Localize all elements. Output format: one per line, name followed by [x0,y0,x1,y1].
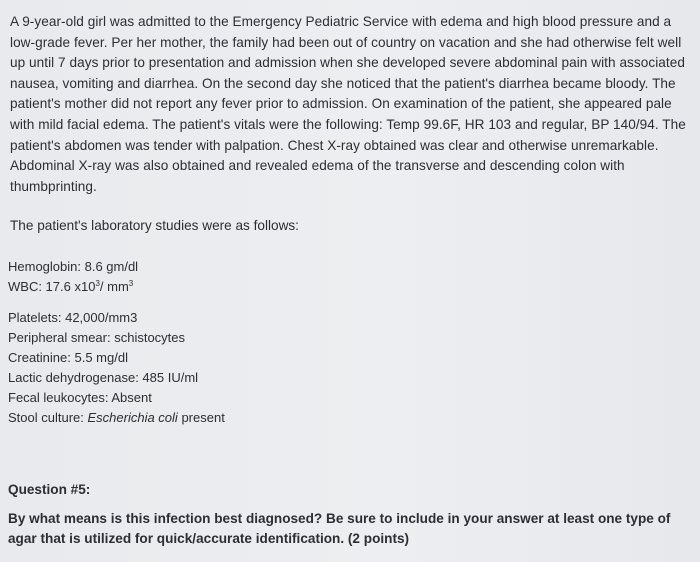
lab-fecal-leukocytes: Fecal leukocytes: Absent [8,390,152,405]
labs-intro: The patient's laboratory studies were as follows: [10,218,299,233]
lab-creatinine: Creatinine: 5.5 mg/dl [8,350,128,365]
lab-stool-culture [8,408,225,428]
stool-culture-organism: Escherichia coli [87,410,178,425]
lab-wbc-unit-exponent: 3 [128,279,134,288]
lab-results [8,257,225,428]
stool-culture-result: present [177,410,225,425]
lab-peripheral-smear: Peripheral smear: schistocytes [8,330,186,345]
lab-wbc-exponent: 3 [95,279,100,288]
lab-platelets: Platelets: 42,000/mm3 [8,310,138,325]
lab-wbc-value: WBC: 17.6 x10 [8,279,96,294]
question-title: Question #5: [8,482,91,497]
lab-wbc [8,277,225,297]
lab-ldh: Lactic dehydrogenase: 485 IU/ml [8,370,199,385]
lab-wbc-unit: / mm [99,279,129,294]
stool-culture-label: Stool culture: [8,410,88,425]
lab-hemoglobin: Hemoglobin: 8.6 gm/dl [8,259,139,274]
question-text: By what means is this infection best diagnosed? Be sure to include in your answer at least one type of agar that is utilized for quick/accurate identification. (2 points) [8,511,671,546]
case-description: A 9-year-old girl was admitted to the Emergency Pediatric Service with edema and high blood pressure and a low-grade fever. Per her mother, the family had been out of country on vacation and she had otherwise felt well up until 7 days prior to presentation and admission when she developed severe abdominal pain with associated nausea, vomiting and diarrhea. On the second day she noticed that the patient's diarrhea became bloody. The patient's mother did not report any fever prior to admission. On examination of the patient, she appeared pale with mild facial edema. The patient's vitals were the following: Temp 99.6F, HR 103 and regular, BP 140/94. The patient's abdomen was tender with palpation. Chest X-ray obtained was clear and otherwise unremarkable. Abdominal X-ray was also obtained and revealed edema of the transverse and descending colon with thumbprinting. [10,14,686,194]
